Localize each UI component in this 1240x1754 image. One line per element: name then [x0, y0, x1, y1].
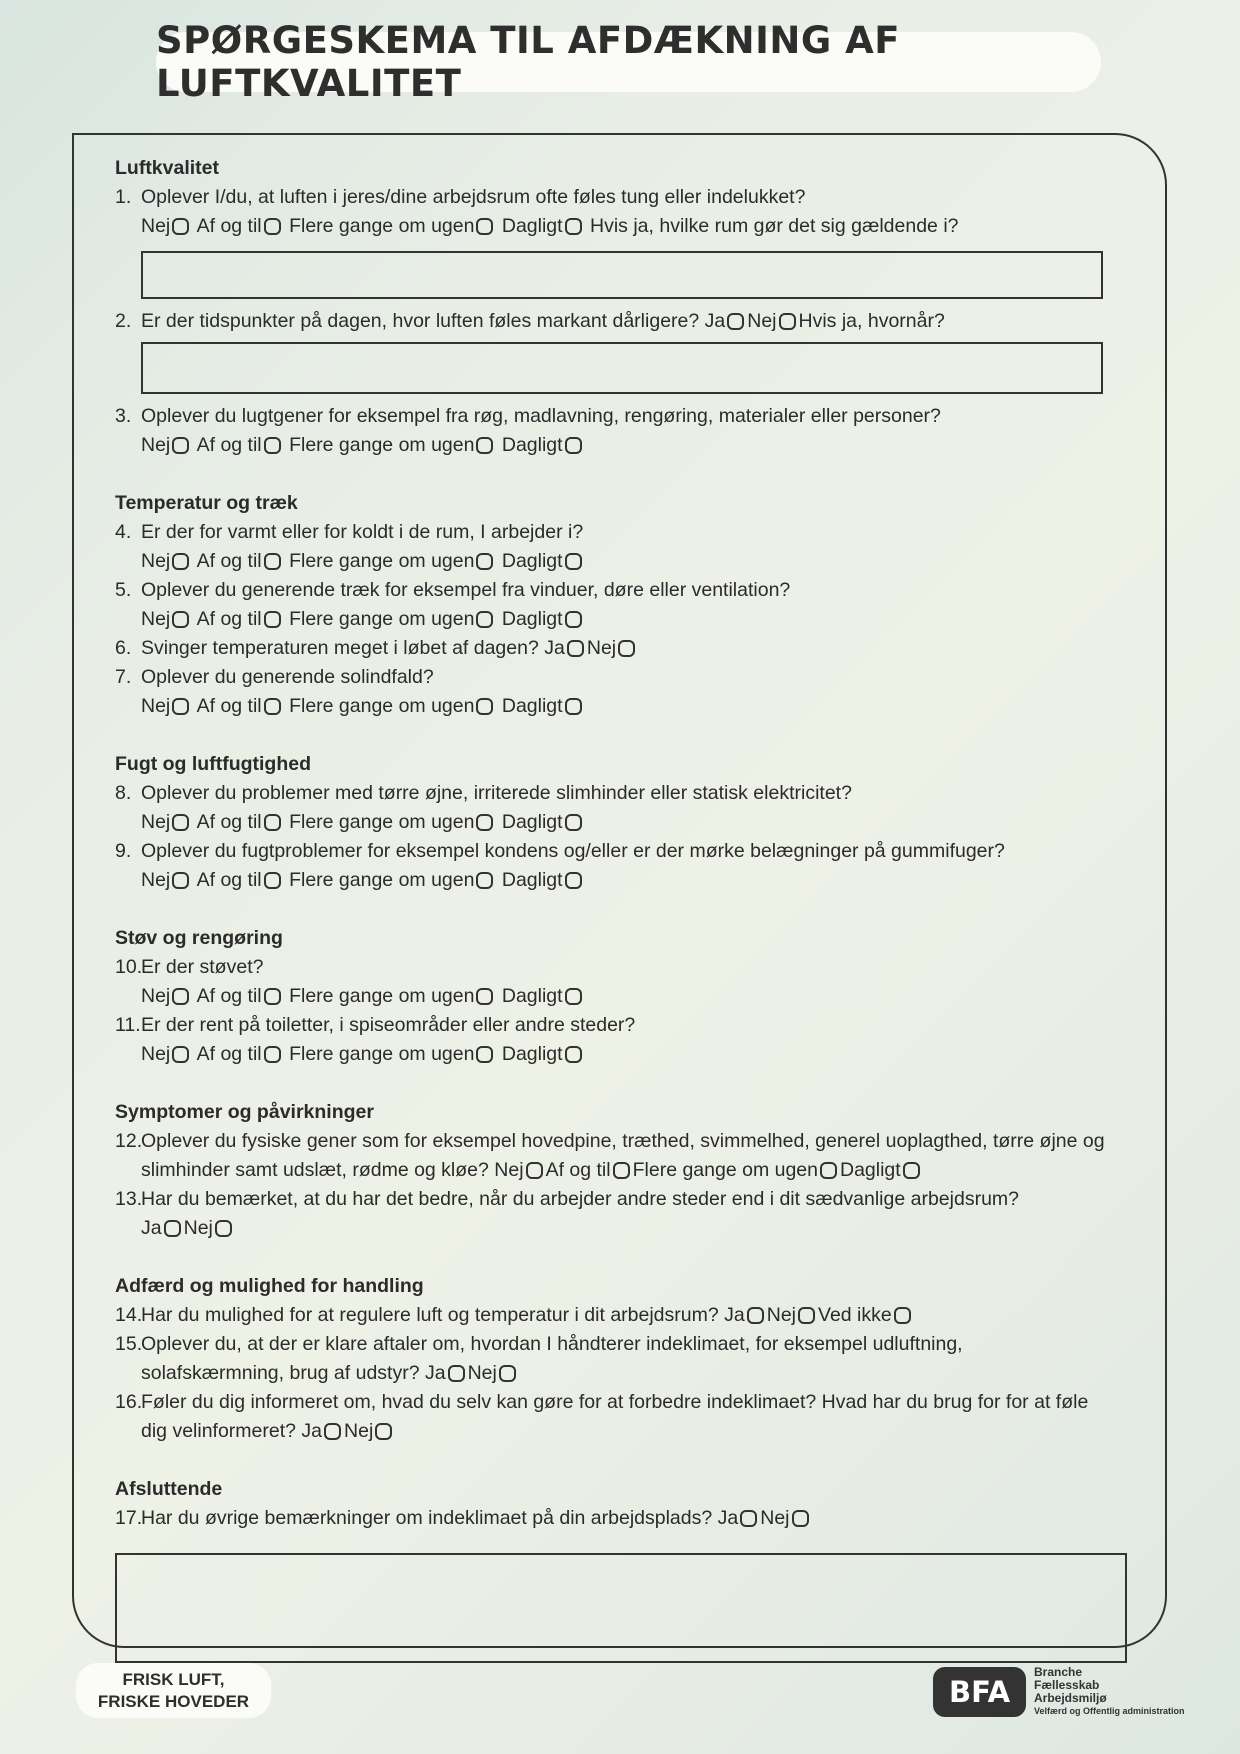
checkbox-ja[interactable] [727, 313, 744, 330]
checkbox-nej[interactable] [526, 1162, 543, 1179]
checkbox-nej[interactable] [798, 1307, 815, 1324]
question-number: 16. [115, 1391, 143, 1413]
checkbox-dagligt[interactable] [565, 437, 582, 454]
option-label: Nej [760, 1507, 790, 1529]
org-line: Fællesskab [1034, 1678, 1100, 1692]
question-15 [115, 1330, 1105, 1388]
option-label: Af og til [196, 434, 262, 456]
checkbox-dagligt[interactable] [565, 218, 582, 235]
bfa-logo: BFA [933, 1667, 1026, 1717]
checkbox-ja[interactable] [448, 1365, 465, 1382]
question-text: Er der for varmt eller for koldt i de rum, I arbejder i? [141, 521, 584, 543]
question-text: Føler du dig informeret om, hvad du selv kan gøre for at forbedre indeklimaet? Hvad har du brug for for at føle dig velinformeret? [141, 1391, 1089, 1442]
checkbox-af-og-til[interactable] [264, 872, 281, 889]
question-number: 13. [115, 1188, 143, 1210]
question-14 [115, 1301, 1105, 1330]
option-label: Dagligt [501, 215, 563, 237]
option-label: Af og til [196, 695, 262, 717]
answer-options [115, 692, 1105, 721]
option-label: Flere gange om ugen [289, 985, 475, 1007]
question-text: Oplever du generende solindfald? [141, 666, 434, 688]
bfa-branding [933, 1666, 1185, 1718]
question-text: Svinger temperaturen meget i løbet af dagen? [141, 637, 539, 659]
option-label: Flere gange om ugen [289, 215, 475, 237]
option-label: Dagligt [501, 869, 563, 891]
option-label: Nej [494, 1159, 524, 1181]
question-6 [115, 634, 1105, 663]
checkbox-nej[interactable] [172, 218, 189, 235]
option-label: Nej [467, 1362, 497, 1384]
org-line: Arbejdsmiljø [1034, 1691, 1107, 1705]
option-label: Ja [301, 1420, 323, 1442]
answer-field-q1[interactable] [141, 251, 1103, 299]
option-label: Nej [183, 1217, 213, 1239]
checkbox-nej[interactable] [375, 1423, 392, 1440]
checkbox-flere-gange[interactable] [820, 1162, 837, 1179]
question-text: Oplever du fysiske gener som for eksempel hovedpine, træthed, svimmelhed, generel uoplagthed, tørre øjne og slimhinder samt udslæt, rødme og kløe? [141, 1130, 1105, 1181]
option-label: Af og til [545, 1159, 611, 1181]
question-number: 9. [115, 840, 132, 862]
section-heading: Temperatur og træk [115, 492, 298, 514]
slogan-badge [76, 1663, 271, 1718]
title-banner [156, 19, 1101, 105]
answer-options [115, 808, 1105, 837]
checkbox-flere-gange[interactable] [476, 611, 493, 628]
option-label: Dagligt [501, 434, 563, 456]
checkbox-dagligt[interactable] [903, 1162, 920, 1179]
checkbox-flere-gange[interactable] [476, 437, 493, 454]
checkbox-flere-gange[interactable] [476, 872, 493, 889]
option-label: Af og til [196, 869, 262, 891]
option-label: Af og til [196, 608, 262, 630]
option-label: Dagligt [501, 608, 563, 630]
option-label: Dagligt [501, 811, 563, 833]
checkbox-ja[interactable] [747, 1307, 764, 1324]
question-text: Er der støvet? [141, 956, 264, 978]
option-label: Nej [344, 1420, 374, 1442]
checkbox-af-og-til[interactable] [264, 814, 281, 831]
checkbox-ja[interactable] [567, 640, 584, 657]
checkbox-dagligt[interactable] [565, 611, 582, 628]
option-label: Nej [141, 695, 171, 717]
option-label: Af og til [196, 1043, 262, 1065]
option-label: Af og til [196, 215, 262, 237]
org-line: Branche [1034, 1665, 1083, 1679]
question-text: Er der tidspunkter på dagen, hvor luften føles markant dårligere? [141, 310, 700, 332]
question-number: 8. [115, 782, 132, 804]
option-label: Flere gange om ugen [289, 811, 475, 833]
checkbox-af-og-til[interactable] [264, 611, 281, 628]
question-11 [115, 1011, 1105, 1040]
checkbox-nej[interactable] [172, 988, 189, 1005]
checkbox-af-og-til[interactable] [264, 437, 281, 454]
option-label: Nej [141, 434, 171, 456]
answer-options [115, 431, 1105, 460]
checkbox-af-og-til[interactable] [264, 553, 281, 570]
option-label: Af og til [196, 550, 262, 572]
section-heading: Fugt og luftfugtighed [115, 753, 312, 775]
org-subline: Velfærd og Offentlig administration [1034, 1706, 1185, 1716]
section-heading: Luftkvalitet [115, 157, 220, 179]
option-label: Flere gange om ugen [289, 869, 475, 891]
option-label: Nej [141, 811, 171, 833]
checkbox-dagligt[interactable] [565, 698, 582, 715]
followup-text: Hvis ja, hvilke rum gør det sig gældende i? [590, 215, 959, 237]
option-label: Nej [141, 985, 171, 1007]
question-number: 6. [115, 637, 132, 659]
answer-options [115, 212, 1105, 241]
question-number: 3. [115, 405, 132, 427]
section-heading: Symptomer og påvirkninger [115, 1101, 374, 1123]
checkbox-flere-gange[interactable] [476, 1046, 493, 1063]
question-number: 11. [115, 1014, 141, 1036]
checkbox-af-og-til[interactable] [264, 1046, 281, 1063]
checkbox-nej[interactable] [779, 313, 796, 330]
checkbox-flere-gange[interactable] [476, 218, 493, 235]
question-16 [115, 1388, 1105, 1446]
checkbox-ja[interactable] [740, 1510, 757, 1527]
answer-field-q17[interactable] [115, 1553, 1127, 1663]
checkbox-dagligt[interactable] [565, 1046, 582, 1063]
checkbox-flere-gange[interactable] [476, 814, 493, 831]
option-label: Dagligt [501, 1043, 563, 1065]
section-heading: Adfærd og mulighed for handling [115, 1275, 424, 1297]
checkbox-ved-ikke[interactable] [894, 1307, 911, 1324]
option-label: Nej [766, 1304, 797, 1326]
answer-field-q2[interactable] [141, 342, 1103, 394]
checkbox-nej[interactable] [172, 814, 189, 831]
question-number: 10. [115, 956, 143, 978]
question-number: 12. [115, 1130, 143, 1152]
option-label: Nej [586, 637, 617, 659]
questionnaire-content [115, 154, 1105, 1663]
question-number: 7. [115, 666, 132, 688]
checkbox-flere-gange[interactable] [476, 698, 493, 715]
question-text: Oplever du generende træk for eksempel fra vinduer, døre eller ventilation? [141, 579, 791, 601]
checkbox-nej[interactable] [172, 872, 189, 889]
section-heading: Støv og rengøring [115, 927, 283, 949]
question-text: Har du mulighed for at regulere luft og temperatur i dit arbejdsrum? [141, 1304, 719, 1326]
answer-options [115, 547, 1105, 576]
question-10 [115, 953, 1105, 982]
option-label: Flere gange om ugen [289, 695, 475, 717]
checkbox-af-og-til[interactable] [613, 1162, 630, 1179]
question-text: Er der rent på toiletter, i spiseområder eller andre steder? [141, 1014, 636, 1036]
question-3 [115, 402, 1105, 431]
checkbox-nej[interactable] [172, 553, 189, 570]
question-5 [115, 576, 1105, 605]
question-text: Oplever I/du, at luften i jeres/dine arbejdsrum ofte føles tung eller indelukket? [141, 186, 806, 208]
checkbox-nej[interactable] [172, 437, 189, 454]
checkbox-dagligt[interactable] [565, 988, 582, 1005]
checkbox-nej[interactable] [618, 640, 635, 657]
option-label: Flere gange om ugen [289, 608, 475, 630]
followup-text: Hvis ja, hvornår? [798, 310, 945, 332]
answer-options [115, 866, 1105, 895]
option-label: Flere gange om ugen [632, 1159, 818, 1181]
question-text: Oplever du, at der er klare aftaler om, hvordan I håndterer indeklimaet, for eksempel udluftning, solafskærmning, brug af udstyr? [141, 1333, 963, 1384]
answer-options [115, 605, 1105, 634]
question-text: Oplever du lugtgener for eksempel fra røg, madlavning, rengøring, materialer eller personer? [141, 405, 941, 427]
slogan-line: FRISK LUFT, [122, 1669, 225, 1689]
question-13 [115, 1185, 1105, 1243]
option-label: Ja [141, 1217, 162, 1239]
checkbox-nej[interactable] [172, 1046, 189, 1063]
checkbox-flere-gange[interactable] [476, 553, 493, 570]
option-label: Flere gange om ugen [289, 550, 475, 572]
option-label: Dagligt [501, 550, 563, 572]
option-label: Nej [141, 1043, 171, 1065]
question-number: 5. [115, 579, 132, 601]
question-number: 2. [115, 310, 132, 332]
option-label: Nej [747, 310, 777, 332]
option-label: Flere gange om ugen [289, 434, 475, 456]
checkbox-af-og-til[interactable] [264, 218, 281, 235]
checkbox-af-og-til[interactable] [264, 698, 281, 715]
question-2 [115, 307, 1105, 336]
question-number: 17. [115, 1507, 143, 1529]
question-17 [115, 1504, 1105, 1533]
checkbox-ja[interactable] [164, 1220, 181, 1237]
option-label: Ja [544, 637, 565, 659]
option-label: Ja [424, 1362, 446, 1384]
question-text: Oplever du problemer med tørre øjne, irriterede slimhinder eller statisk elektricitet? [141, 782, 852, 804]
option-label: Flere gange om ugen [289, 1043, 475, 1065]
checkbox-dagligt[interactable] [565, 814, 582, 831]
question-8 [115, 779, 1105, 808]
option-label: Dagligt [501, 695, 563, 717]
checkbox-nej[interactable] [172, 611, 189, 628]
checkbox-nej[interactable] [172, 698, 189, 715]
option-label: Ja [717, 1507, 739, 1529]
option-label: Nej [141, 608, 171, 630]
option-label: Dagligt [501, 985, 563, 1007]
checkbox-ja[interactable] [324, 1423, 341, 1440]
answer-options [115, 1040, 1105, 1069]
option-label: Ja [724, 1304, 745, 1326]
checkbox-dagligt[interactable] [565, 553, 582, 570]
checkbox-flere-gange[interactable] [476, 988, 493, 1005]
option-label: Nej [141, 550, 171, 572]
option-label: Ved ikke [818, 1304, 892, 1326]
question-7 [115, 663, 1105, 692]
checkbox-nej[interactable] [499, 1365, 516, 1382]
question-number: 1. [115, 186, 132, 208]
option-label: Ja [704, 310, 726, 332]
option-label: Af og til [196, 811, 262, 833]
question-4 [115, 518, 1105, 547]
question-9 [115, 837, 1105, 866]
question-number: 4. [115, 521, 132, 543]
checkbox-dagligt[interactable] [565, 872, 582, 889]
option-label: Dagligt [839, 1159, 901, 1181]
question-text: Har du øvrige bemærkninger om indeklimaet på din arbejdsplads? [141, 1507, 713, 1529]
question-12 [115, 1127, 1105, 1185]
checkbox-nej[interactable] [215, 1220, 232, 1237]
question-1 [115, 183, 1105, 212]
question-text: Oplever du fugtproblemer for eksempel kondens og/eller er der mørke belægninger på gummifuger? [141, 840, 1005, 862]
section-heading: Afsluttende [115, 1478, 223, 1500]
page-title: SPØRGESKEMA TIL AFDÆKNING AF LUFTKVALITET [156, 19, 901, 105]
checkbox-af-og-til[interactable] [264, 988, 281, 1005]
checkbox-nej[interactable] [792, 1510, 809, 1527]
bfa-org-name [1034, 1666, 1185, 1718]
question-number: 14. [115, 1304, 143, 1326]
slogan-line: FRISKE HOVEDER [97, 1691, 250, 1711]
option-label: Af og til [196, 985, 262, 1007]
option-label: Nej [141, 215, 171, 237]
question-text: Har du bemærket, at du har det bedre, når du arbejder andre steder end i dit sædvanlige arbejdsrum? [141, 1188, 1020, 1210]
option-label: Nej [141, 869, 171, 891]
question-number: 15. [115, 1333, 143, 1355]
answer-options [115, 982, 1105, 1011]
